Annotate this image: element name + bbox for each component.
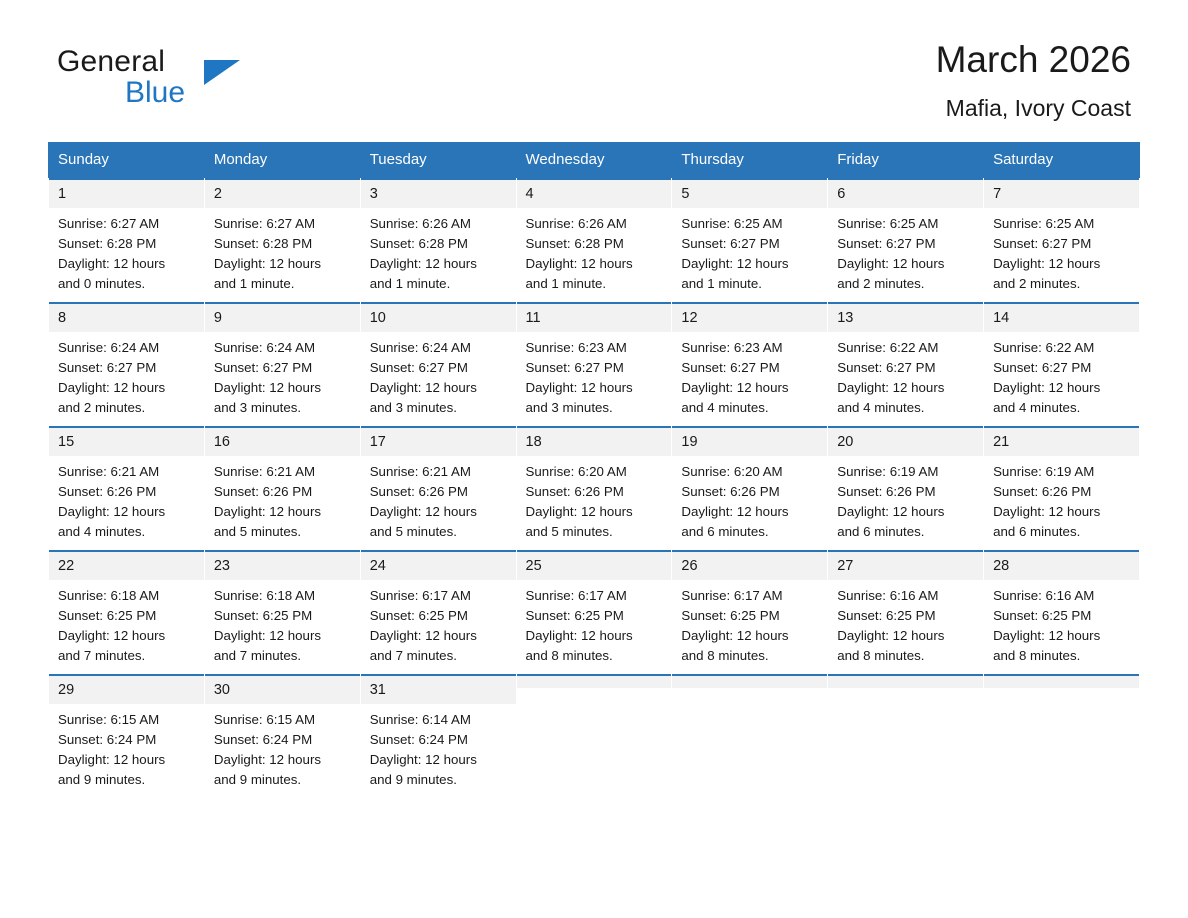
sunrise-text: Sunrise: 6:25 AM xyxy=(993,216,1095,231)
sunset-text: Sunset: 6:27 PM xyxy=(369,360,468,375)
day-cell xyxy=(204,674,360,798)
sunrise-text: Sunrise: 6:17 AM xyxy=(369,588,471,603)
logo-text-blue: Blue xyxy=(125,76,186,109)
day-number xyxy=(672,674,827,688)
daylight-text-line2: and 3 minutes. xyxy=(369,400,457,415)
sunset-text: Sunset: 6:27 PM xyxy=(993,360,1092,375)
day-number: 28 xyxy=(984,550,1139,580)
day-info xyxy=(517,456,672,542)
daylight-text-line1: Daylight: 12 hours xyxy=(681,628,789,643)
triangle-flag-icon xyxy=(204,60,240,85)
sunset-text: Sunset: 6:24 PM xyxy=(58,732,157,747)
sunrise-text: Sunrise: 6:16 AM xyxy=(993,588,1095,603)
daylight-text-line1: Daylight: 12 hours xyxy=(58,628,166,643)
day-number: 14 xyxy=(984,302,1139,332)
day-number: 1 xyxy=(49,178,204,208)
day-info xyxy=(361,332,516,418)
day-cell xyxy=(204,302,360,426)
day-info xyxy=(49,456,204,542)
day-cell xyxy=(360,674,516,798)
day-number: 27 xyxy=(828,550,983,580)
sunrise-text: Sunrise: 6:15 AM xyxy=(58,712,160,727)
day-cell xyxy=(49,426,205,550)
sunrise-text: Sunrise: 6:16 AM xyxy=(837,588,939,603)
day-info xyxy=(672,208,827,294)
day-info xyxy=(49,208,204,294)
daylight-text-line2: and 1 minute. xyxy=(369,276,451,291)
sunset-text: Sunset: 6:25 PM xyxy=(369,608,468,623)
sunset-text: Sunset: 6:24 PM xyxy=(369,732,468,747)
day-info xyxy=(828,580,983,666)
daylight-text-line2: and 3 minutes. xyxy=(525,400,613,415)
daylight-text-line2: and 1 minute. xyxy=(681,276,762,291)
sunset-text: Sunset: 6:25 PM xyxy=(525,608,624,623)
day-cell xyxy=(984,302,1140,426)
daylight-text-line1: Daylight: 12 hours xyxy=(993,256,1101,271)
day-info xyxy=(828,456,983,542)
sunrise-text: Sunrise: 6:15 AM xyxy=(213,712,316,727)
weekday-header-monday: Monday xyxy=(204,143,360,178)
day-number xyxy=(828,674,983,688)
daylight-text-line2: and 0 minutes. xyxy=(58,276,146,291)
page-header xyxy=(48,0,1140,140)
daylight-text-line2: and 2 minutes. xyxy=(993,276,1081,291)
day-number: 16 xyxy=(205,426,360,456)
sunset-text: Sunset: 6:25 PM xyxy=(993,608,1092,623)
day-number: 4 xyxy=(517,178,672,208)
day-info xyxy=(517,208,672,294)
sunset-text: Sunset: 6:24 PM xyxy=(213,732,313,747)
sunrise-text: Sunrise: 6:20 AM xyxy=(681,464,783,479)
day-cell xyxy=(672,426,828,550)
daylight-text-line1: Daylight: 12 hours xyxy=(58,380,166,395)
day-info xyxy=(984,332,1139,418)
daylight-text-line1: Daylight: 12 hours xyxy=(58,504,166,519)
sunrise-text: Sunrise: 6:18 AM xyxy=(213,588,316,603)
day-cell xyxy=(49,178,205,303)
day-cell xyxy=(672,178,828,303)
sunset-text: Sunset: 6:28 PM xyxy=(525,236,624,251)
sunset-text: Sunset: 6:27 PM xyxy=(993,236,1092,251)
sunset-text: Sunset: 6:26 PM xyxy=(213,484,313,499)
day-cell xyxy=(828,426,984,550)
day-number: 23 xyxy=(205,550,360,580)
daylight-text-line2: and 3 minutes. xyxy=(213,400,302,415)
sunset-text: Sunset: 6:25 PM xyxy=(213,608,313,623)
day-info xyxy=(205,456,360,542)
day-cell xyxy=(672,550,828,674)
daylight-text-line2: and 5 minutes. xyxy=(213,524,302,539)
daylight-text-line2: and 8 minutes. xyxy=(681,648,769,663)
day-number: 31 xyxy=(361,674,516,704)
sunrise-text: Sunrise: 6:26 AM xyxy=(369,216,471,231)
daylight-text-line2: and 4 minutes. xyxy=(58,524,146,539)
daylight-text-line2: and 1 minute. xyxy=(525,276,607,291)
weekday-header-friday: Friday xyxy=(828,143,984,178)
sunset-text: Sunset: 6:26 PM xyxy=(681,484,780,499)
day-number: 30 xyxy=(205,674,360,704)
daylight-text-line2: and 4 minutes. xyxy=(993,400,1081,415)
sunset-text: Sunset: 6:28 PM xyxy=(58,236,157,251)
day-info xyxy=(517,580,672,666)
day-info xyxy=(205,208,360,294)
day-number: 21 xyxy=(984,426,1139,456)
daylight-text-line2: and 8 minutes. xyxy=(525,648,613,663)
sunrise-text: Sunrise: 6:17 AM xyxy=(681,588,783,603)
day-number xyxy=(517,674,672,688)
daylight-text-line1: Daylight: 12 hours xyxy=(837,256,945,271)
weekday-header-wednesday: Wednesday xyxy=(516,143,672,178)
daylight-text-line2: and 1 minute. xyxy=(213,276,295,291)
daylight-text-line1: Daylight: 12 hours xyxy=(58,752,166,767)
weekday-header-saturday: Saturday xyxy=(984,143,1140,178)
daylight-text-line2: and 4 minutes. xyxy=(681,400,769,415)
day-info xyxy=(828,208,983,294)
daylight-text-line1: Daylight: 12 hours xyxy=(369,628,477,643)
sunrise-text: Sunrise: 6:27 AM xyxy=(213,216,316,231)
day-number xyxy=(984,674,1139,688)
day-cell xyxy=(984,178,1140,303)
sunset-text: Sunset: 6:26 PM xyxy=(525,484,624,499)
daylight-text-line1: Daylight: 12 hours xyxy=(369,504,477,519)
sunset-text: Sunset: 6:27 PM xyxy=(837,360,936,375)
sunset-text: Sunset: 6:25 PM xyxy=(681,608,780,623)
day-number: 26 xyxy=(672,550,827,580)
sunrise-text: Sunrise: 6:21 AM xyxy=(369,464,471,479)
generalblue-logo xyxy=(57,45,257,115)
daylight-text-line1: Daylight: 12 hours xyxy=(525,256,633,271)
day-number: 9 xyxy=(205,302,360,332)
day-cell xyxy=(360,178,516,303)
sunrise-text: Sunrise: 6:25 AM xyxy=(681,216,783,231)
daylight-text-line1: Daylight: 12 hours xyxy=(213,380,322,395)
sunrise-text: Sunrise: 6:25 AM xyxy=(837,216,939,231)
daylight-text-line2: and 8 minutes. xyxy=(837,648,925,663)
day-info xyxy=(672,580,827,666)
day-number: 15 xyxy=(49,426,204,456)
sunset-text: Sunset: 6:26 PM xyxy=(837,484,936,499)
sunrise-text: Sunrise: 6:24 AM xyxy=(213,340,316,355)
daylight-text-line2: and 5 minutes. xyxy=(525,524,613,539)
day-number: 29 xyxy=(49,674,204,704)
sunrise-sunset-calendar xyxy=(48,142,1140,798)
daylight-text-line1: Daylight: 12 hours xyxy=(213,628,322,643)
sunrise-text: Sunrise: 6:27 AM xyxy=(58,216,160,231)
location-subtitle: Mafia, Ivory Coast xyxy=(945,94,1131,121)
day-info xyxy=(361,208,516,294)
calendar-week-row xyxy=(49,302,1140,426)
day-cell-empty xyxy=(672,674,828,798)
daylight-text-line2: and 7 minutes. xyxy=(369,648,457,663)
day-number: 3 xyxy=(361,178,516,208)
day-number: 5 xyxy=(672,178,827,208)
day-cell xyxy=(828,302,984,426)
day-number: 22 xyxy=(49,550,204,580)
sunrise-text: Sunrise: 6:17 AM xyxy=(525,588,627,603)
day-cell xyxy=(516,426,672,550)
day-cell xyxy=(204,178,360,303)
daylight-text-line1: Daylight: 12 hours xyxy=(58,256,166,271)
weekday-header-tuesday: Tuesday xyxy=(360,143,516,178)
daylight-text-line2: and 9 minutes. xyxy=(58,772,146,787)
day-cell xyxy=(828,550,984,674)
sunrise-text: Sunrise: 6:22 AM xyxy=(993,340,1095,355)
calendar-week-row xyxy=(49,674,1140,798)
day-info xyxy=(49,580,204,666)
day-number: 20 xyxy=(828,426,983,456)
day-cell xyxy=(204,550,360,674)
daylight-text-line2: and 9 minutes. xyxy=(369,772,457,787)
daylight-text-line1: Daylight: 12 hours xyxy=(993,628,1101,643)
day-cell xyxy=(49,550,205,674)
sunset-text: Sunset: 6:27 PM xyxy=(525,360,624,375)
day-cell xyxy=(360,426,516,550)
sunset-text: Sunset: 6:28 PM xyxy=(213,236,313,251)
weekday-header-row xyxy=(49,143,1140,178)
day-number: 19 xyxy=(672,426,827,456)
day-number: 2 xyxy=(205,178,360,208)
day-info xyxy=(361,704,516,790)
daylight-text-line1: Daylight: 12 hours xyxy=(369,380,477,395)
sunset-text: Sunset: 6:27 PM xyxy=(681,360,780,375)
day-info xyxy=(828,332,983,418)
daylight-text-line1: Daylight: 12 hours xyxy=(525,504,633,519)
sunrise-text: Sunrise: 6:14 AM xyxy=(369,712,471,727)
sunrise-text: Sunrise: 6:20 AM xyxy=(525,464,627,479)
day-info xyxy=(49,332,204,418)
daylight-text-line1: Daylight: 12 hours xyxy=(525,380,633,395)
sunset-text: Sunset: 6:28 PM xyxy=(369,236,468,251)
sunrise-text: Sunrise: 6:24 AM xyxy=(369,340,471,355)
sunset-text: Sunset: 6:27 PM xyxy=(58,360,157,375)
daylight-text-line2: and 2 minutes. xyxy=(837,276,925,291)
sunrise-text: Sunrise: 6:23 AM xyxy=(681,340,783,355)
day-number: 11 xyxy=(517,302,672,332)
sunset-text: Sunset: 6:26 PM xyxy=(369,484,468,499)
daylight-text-line2: and 7 minutes. xyxy=(213,648,302,663)
day-cell xyxy=(360,550,516,674)
daylight-text-line1: Daylight: 12 hours xyxy=(993,504,1101,519)
day-cell xyxy=(49,674,205,798)
sunset-text: Sunset: 6:26 PM xyxy=(58,484,157,499)
sunrise-text: Sunrise: 6:24 AM xyxy=(58,340,160,355)
day-info xyxy=(205,580,360,666)
day-cell-empty xyxy=(984,674,1140,798)
daylight-text-line2: and 4 minutes. xyxy=(837,400,925,415)
calendar-week-row xyxy=(49,550,1140,674)
day-cell xyxy=(984,426,1140,550)
day-info xyxy=(361,456,516,542)
day-number: 10 xyxy=(361,302,516,332)
day-number: 6 xyxy=(828,178,983,208)
day-number: 12 xyxy=(672,302,827,332)
weekday-header-sunday: Sunday xyxy=(49,143,205,178)
day-info xyxy=(984,208,1139,294)
day-cell xyxy=(516,178,672,303)
title-block xyxy=(936,40,1131,122)
daylight-text-line1: Daylight: 12 hours xyxy=(993,380,1101,395)
day-info xyxy=(205,332,360,418)
daylight-text-line1: Daylight: 12 hours xyxy=(681,504,789,519)
sunset-text: Sunset: 6:27 PM xyxy=(681,236,780,251)
day-cell xyxy=(516,550,672,674)
day-cell-empty xyxy=(828,674,984,798)
calendar-week-row xyxy=(49,178,1140,303)
sunrise-text: Sunrise: 6:21 AM xyxy=(213,464,316,479)
daylight-text-line1: Daylight: 12 hours xyxy=(213,752,322,767)
day-cell xyxy=(672,302,828,426)
sunrise-text: Sunrise: 6:19 AM xyxy=(993,464,1095,479)
daylight-text-line1: Daylight: 12 hours xyxy=(837,380,945,395)
day-number: 8 xyxy=(49,302,204,332)
day-cell xyxy=(49,302,205,426)
day-info xyxy=(361,580,516,666)
day-cell xyxy=(828,178,984,303)
day-number: 18 xyxy=(517,426,672,456)
day-cell xyxy=(516,302,672,426)
sunrise-text: Sunrise: 6:26 AM xyxy=(525,216,627,231)
calendar-week-row xyxy=(49,426,1140,550)
page-title: March 2026 xyxy=(935,39,1131,80)
day-info xyxy=(49,704,204,790)
day-cell-empty xyxy=(516,674,672,798)
day-number: 17 xyxy=(361,426,516,456)
daylight-text-line1: Daylight: 12 hours xyxy=(837,504,945,519)
sunset-text: Sunset: 6:27 PM xyxy=(213,360,313,375)
sunrise-text: Sunrise: 6:18 AM xyxy=(58,588,160,603)
day-cell xyxy=(204,426,360,550)
sunrise-text: Sunrise: 6:22 AM xyxy=(837,340,939,355)
daylight-text-line1: Daylight: 12 hours xyxy=(369,256,477,271)
daylight-text-line2: and 5 minutes. xyxy=(369,524,457,539)
sunrise-text: Sunrise: 6:23 AM xyxy=(525,340,627,355)
weekday-header-thursday: Thursday xyxy=(672,143,828,178)
daylight-text-line1: Daylight: 12 hours xyxy=(213,504,322,519)
day-number: 24 xyxy=(361,550,516,580)
day-number: 13 xyxy=(828,302,983,332)
day-cell xyxy=(360,302,516,426)
daylight-text-line2: and 6 minutes. xyxy=(837,524,925,539)
daylight-text-line2: and 7 minutes. xyxy=(58,648,146,663)
day-number: 7 xyxy=(984,178,1139,208)
sunrise-text: Sunrise: 6:19 AM xyxy=(837,464,939,479)
daylight-text-line2: and 2 minutes. xyxy=(58,400,146,415)
daylight-text-line1: Daylight: 12 hours xyxy=(681,256,789,271)
sunset-text: Sunset: 6:26 PM xyxy=(993,484,1092,499)
sunset-text: Sunset: 6:25 PM xyxy=(837,608,936,623)
daylight-text-line2: and 8 minutes. xyxy=(993,648,1081,663)
day-number: 25 xyxy=(517,550,672,580)
sunset-text: Sunset: 6:27 PM xyxy=(837,236,936,251)
day-info xyxy=(984,456,1139,542)
daylight-text-line1: Daylight: 12 hours xyxy=(837,628,945,643)
daylight-text-line1: Daylight: 12 hours xyxy=(681,380,789,395)
day-info xyxy=(517,332,672,418)
daylight-text-line1: Daylight: 12 hours xyxy=(525,628,633,643)
day-info xyxy=(672,332,827,418)
daylight-text-line1: Daylight: 12 hours xyxy=(213,256,322,271)
day-info xyxy=(984,580,1139,666)
daylight-text-line2: and 6 minutes. xyxy=(993,524,1081,539)
daylight-text-line2: and 6 minutes. xyxy=(681,524,769,539)
day-cell xyxy=(984,550,1140,674)
day-info xyxy=(672,456,827,542)
sunset-text: Sunset: 6:25 PM xyxy=(58,608,157,623)
sunrise-text: Sunrise: 6:21 AM xyxy=(58,464,160,479)
day-info xyxy=(205,704,360,790)
logo-text-general: General xyxy=(57,45,166,78)
daylight-text-line1: Daylight: 12 hours xyxy=(369,752,477,767)
daylight-text-line2: and 9 minutes. xyxy=(213,772,302,787)
